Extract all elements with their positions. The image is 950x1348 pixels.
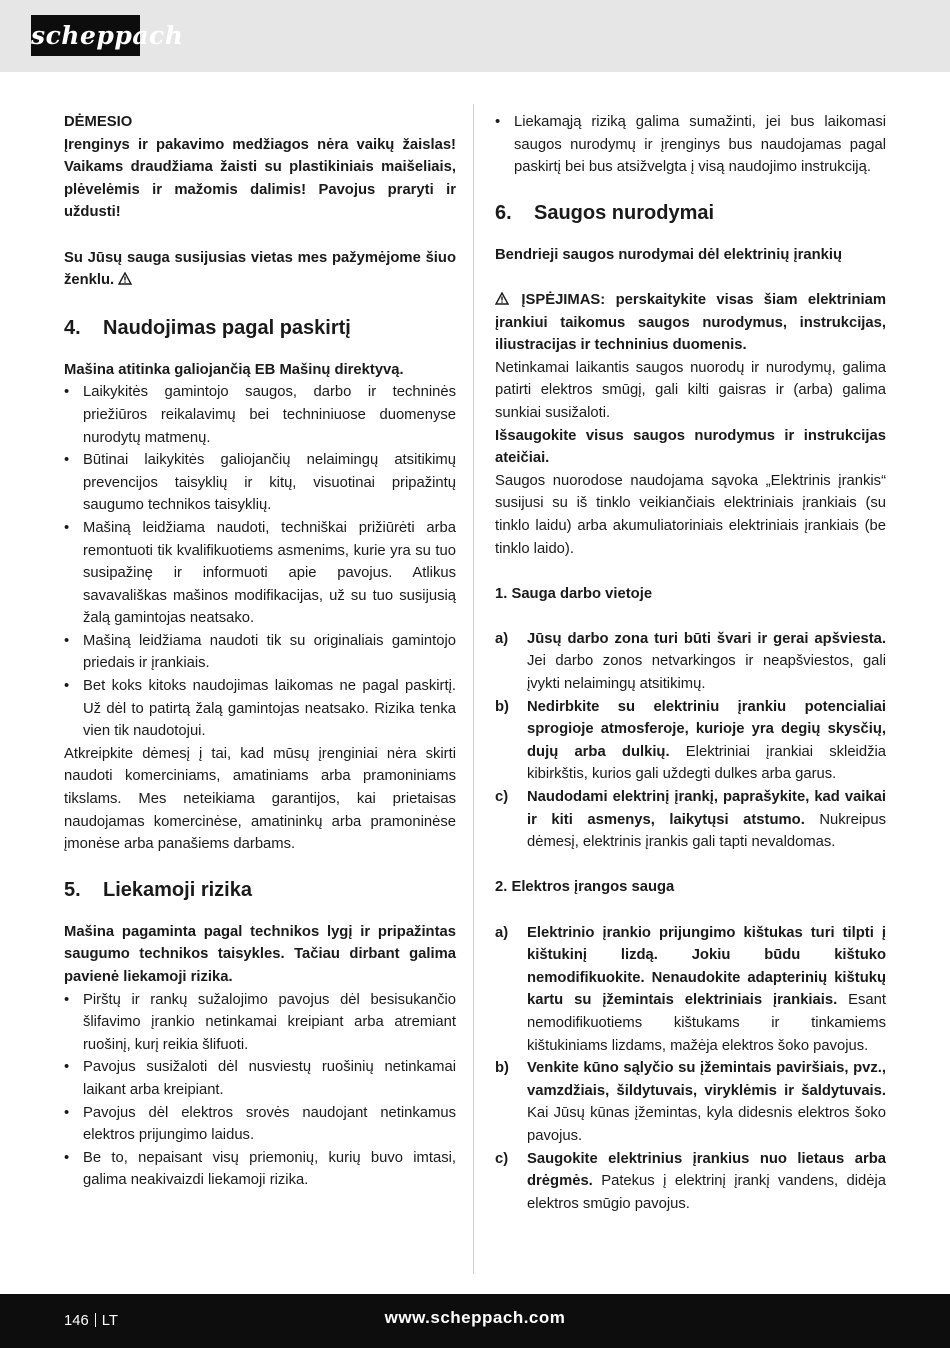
item-label: b) xyxy=(495,1060,509,1077)
right-column xyxy=(495,111,886,1215)
section-4-intro: Mašina atitinka galiojančią EB Mašinų direktyvą. xyxy=(64,361,404,378)
item-text: Kai Jūsų kūnas įžemintas, kyla didesnis elektros šoko pavojus. xyxy=(527,1105,886,1144)
safety-mark-text: Su Jūsų sauga susijusias vietas mes pažymėjome šiuo ženklu. xyxy=(64,249,456,289)
page-number: 146 xyxy=(64,1313,89,1329)
section-4-heading xyxy=(64,314,456,342)
section-4-number: 4. xyxy=(64,316,81,339)
section-5-bullets xyxy=(64,989,456,1192)
list-item xyxy=(495,1057,886,1147)
item-label: b) xyxy=(495,698,509,715)
item-text: Nukreipus dėmesį, elektrinis įrankis gali tapti nevaldomas. xyxy=(527,811,886,851)
item-label: a) xyxy=(495,630,509,647)
attention-body: Įrenginys ir pakavimo medžiagos nėra vaikų žaislas! Vaikams draudžiama žaisti su plastikiniais maišeliais, plėvelėmis ir mažomis dalimis! Pavojus praryti ir uždusti! xyxy=(64,136,456,221)
warning-bold-text: ĮSPĖJIMAS: perskaitykite visas šiam elektriniam įrankiui taikomus saugos nurodymus, instrukcijas, iliustracijas ir techninius duomenis. xyxy=(495,291,886,354)
subsection-2-title: 2. Elektros įrangos sauga xyxy=(495,879,675,896)
list-item: • Be to, nepaisant visų priemonių, kurių buvo imtasi, galima neakivaizdi liekamoji rizika. xyxy=(64,1147,456,1192)
section-4-note: Atkreipkite dėmesį į tai, kad mūsų įrenginiai nėra skirti naudoti komerciniams, amatiniams arba pramoniniams tikslams. Mes neteikiama garantijos, kai prietaisas naudojamas komercinėse, amatininkų arba pramoninėse įmonėse arba panašiems darbams. xyxy=(64,745,456,853)
website-link[interactable]: www.scheppach.com xyxy=(384,1308,566,1327)
item-label: a) xyxy=(495,924,509,941)
scheppach-logo: scheppach xyxy=(31,15,140,56)
item-text: Esant nemodifikuotiems kištukams ir tinkamiems kištukiniams lizdams, mažėja elektros šoko pavojus. xyxy=(527,992,886,1054)
list-item: • Bet koks kitoks naudojimas laikomas ne pagal paskirtį. Už dėl to patirtą žalą gamintojas neatsako. Rizika tenka vien tik naudotojui. xyxy=(64,675,456,743)
section-5-number: 5. xyxy=(64,878,81,901)
page-header xyxy=(0,0,950,72)
attention-title: DĖMESIO xyxy=(64,114,133,130)
subsection-2-list xyxy=(495,922,886,1216)
item-label: c) xyxy=(495,1150,509,1167)
list-item xyxy=(495,1148,886,1216)
warning-text: Netinkamai laikantis saugos nuorodų ir nurodymų, galima patirti elektros smūgį, gali kilti gaisras ir (arba) galima sunkiai susižaloti. xyxy=(495,359,886,421)
section-4-bullets xyxy=(64,381,456,743)
section-5-intro: Mašina pagaminta pagal technikos lygį ir pripažintas saugumo technikos taisykles. Tačiau dirbant galima pavienė liekamoji rizika. xyxy=(64,923,456,985)
item-bold: Elektrinio įrankio prijungimo kištukas turi tilpti į kištukinį lizdą. Jokiu būdu kištuko nemodifikuokite. Nenaudokite adapterinių kištukų kartu su įžemintais elektriniais įrankiais. xyxy=(527,924,886,1009)
language-code: LT xyxy=(101,1313,118,1329)
definition-text: Saugos nuorodose naudojama sąvoka „Elektrinis įrankis“ susijusi su iš tinklo veikiančiais elektriniais įrankiais (su tinklo laidu) arba akumuliatoriniais elektriniais įrankiais (be tinklo laido). xyxy=(495,472,886,557)
keep-instructions: Išsaugokite visus saugos nurodymus ir instrukcijas ateičiai. xyxy=(495,427,886,467)
section-4-title: Naudojimas pagal paskirtį xyxy=(103,316,351,339)
page-footer xyxy=(0,1294,950,1348)
list-item: • Pavojus dėl elektros srovės naudojant netinkamus elektros prijungimo laidus. xyxy=(64,1102,456,1147)
list-item xyxy=(495,628,886,696)
item-text: Elektriniai įrankiai skleidžia kibirkštis, kurios gali uždegti dulkes arba garus. xyxy=(527,743,886,783)
list-item xyxy=(495,786,886,854)
list-item xyxy=(495,696,886,786)
section-6-title: Saugos nurodymai xyxy=(534,201,715,224)
item-label: c) xyxy=(495,789,509,806)
subsection-1-list xyxy=(495,628,886,854)
column-divider xyxy=(473,104,474,1274)
warning-triangle-icon xyxy=(495,292,509,305)
subsection-1-title: 1. Sauga darbo vietoje xyxy=(495,585,653,602)
section-6-number: 6. xyxy=(495,201,512,224)
list-item: • Mašiną leidžiama naudoti tik su originaliais gamintojo priedais ir įrankiais. xyxy=(64,630,456,675)
list-item: • Pirštų ir rankų sužalojimo pavojus dėl besisukančio šlifavimo įrankio netinkamai kreipiant arba atremiant ruošinį, kurį reikia šlifuoti. xyxy=(64,989,456,1057)
warning-paragraph xyxy=(495,289,886,357)
item-bold: Jūsų darbo zona turi būti švari ir gerai apšviesta. xyxy=(527,630,886,647)
warning-triangle-icon xyxy=(118,272,132,285)
list-item: • Būtinai laikykitės galiojančių nelaimingų atsitikimų prevencijos taisyklių ir kitų, visuotinai pripažintų saugumo technikos taisyklių. xyxy=(64,449,456,517)
residual-risk-bullet xyxy=(495,111,886,179)
list-item xyxy=(495,922,886,1058)
item-bold: Saugokite elektrinius įrankius nuo lietaus arba drėgmės. xyxy=(527,1150,886,1190)
list-item: • Laikykitės gamintojo saugos, darbo ir techninės priežiūros reikalavimų bei techniniuose duomenyse nurodytų matmenų. xyxy=(64,381,456,449)
safety-mark-note xyxy=(64,247,456,292)
left-column xyxy=(64,111,456,1192)
list-item: • Pavojus susižaloti dėl nusviestų ruošinių netinkamai laikant arba kreipiant. xyxy=(64,1056,456,1101)
section-6-heading xyxy=(495,199,886,227)
item-text: Jei darbo zonos netvarkingos ir neapšviestos, gali įvykti nelaimingų atsitikimų. xyxy=(527,653,886,693)
list-item: • Liekamąją riziką galima sumažinti, jei bus laikomasi saugos nurodymų ir įrenginys bus naudojamas pagal paskirtį bei bus atsižvelgta į visą naudojimo instrukciją. xyxy=(495,111,886,179)
item-bold: Naudodami elektrinį įrankį, paprašykite, kad vaikai ir kiti asmenys, laikytųsi atstumo. xyxy=(527,789,886,828)
section-5-heading xyxy=(64,876,456,904)
section-6-subtitle: Bendrieji saugos nurodymai dėl elektrinių įrankių xyxy=(495,246,842,263)
item-bold: Nedirbkite su elektriniu įrankiu potencialiai sprogioje atmosferoje, kurioje yra degių skysčių, dujų arba dulkių. xyxy=(527,698,886,760)
section-5-title: Liekamoji rizika xyxy=(103,878,252,901)
item-text: Patekus į elektrinį įrankį vandens, didėja elektros smūgio pavojus. xyxy=(527,1173,886,1212)
list-item: • Mašiną leidžiama naudoti, techniškai prižiūrėti arba remontuoti tik kvalifikuotiems asmenims, kurie yra su tuo susipažinę ir informuoti apie pavojus. Atlikus savavališkas mašinos modifikacijas, už su tuo susijusią žalą gamintojas neatsako. xyxy=(64,517,456,630)
item-bold: Venkite kūno sąlyčio su įžemintais paviršiais, pvz., vamzdžiais, šildytuvais, viryklėmis ir šaldytuvais. xyxy=(527,1060,886,1099)
